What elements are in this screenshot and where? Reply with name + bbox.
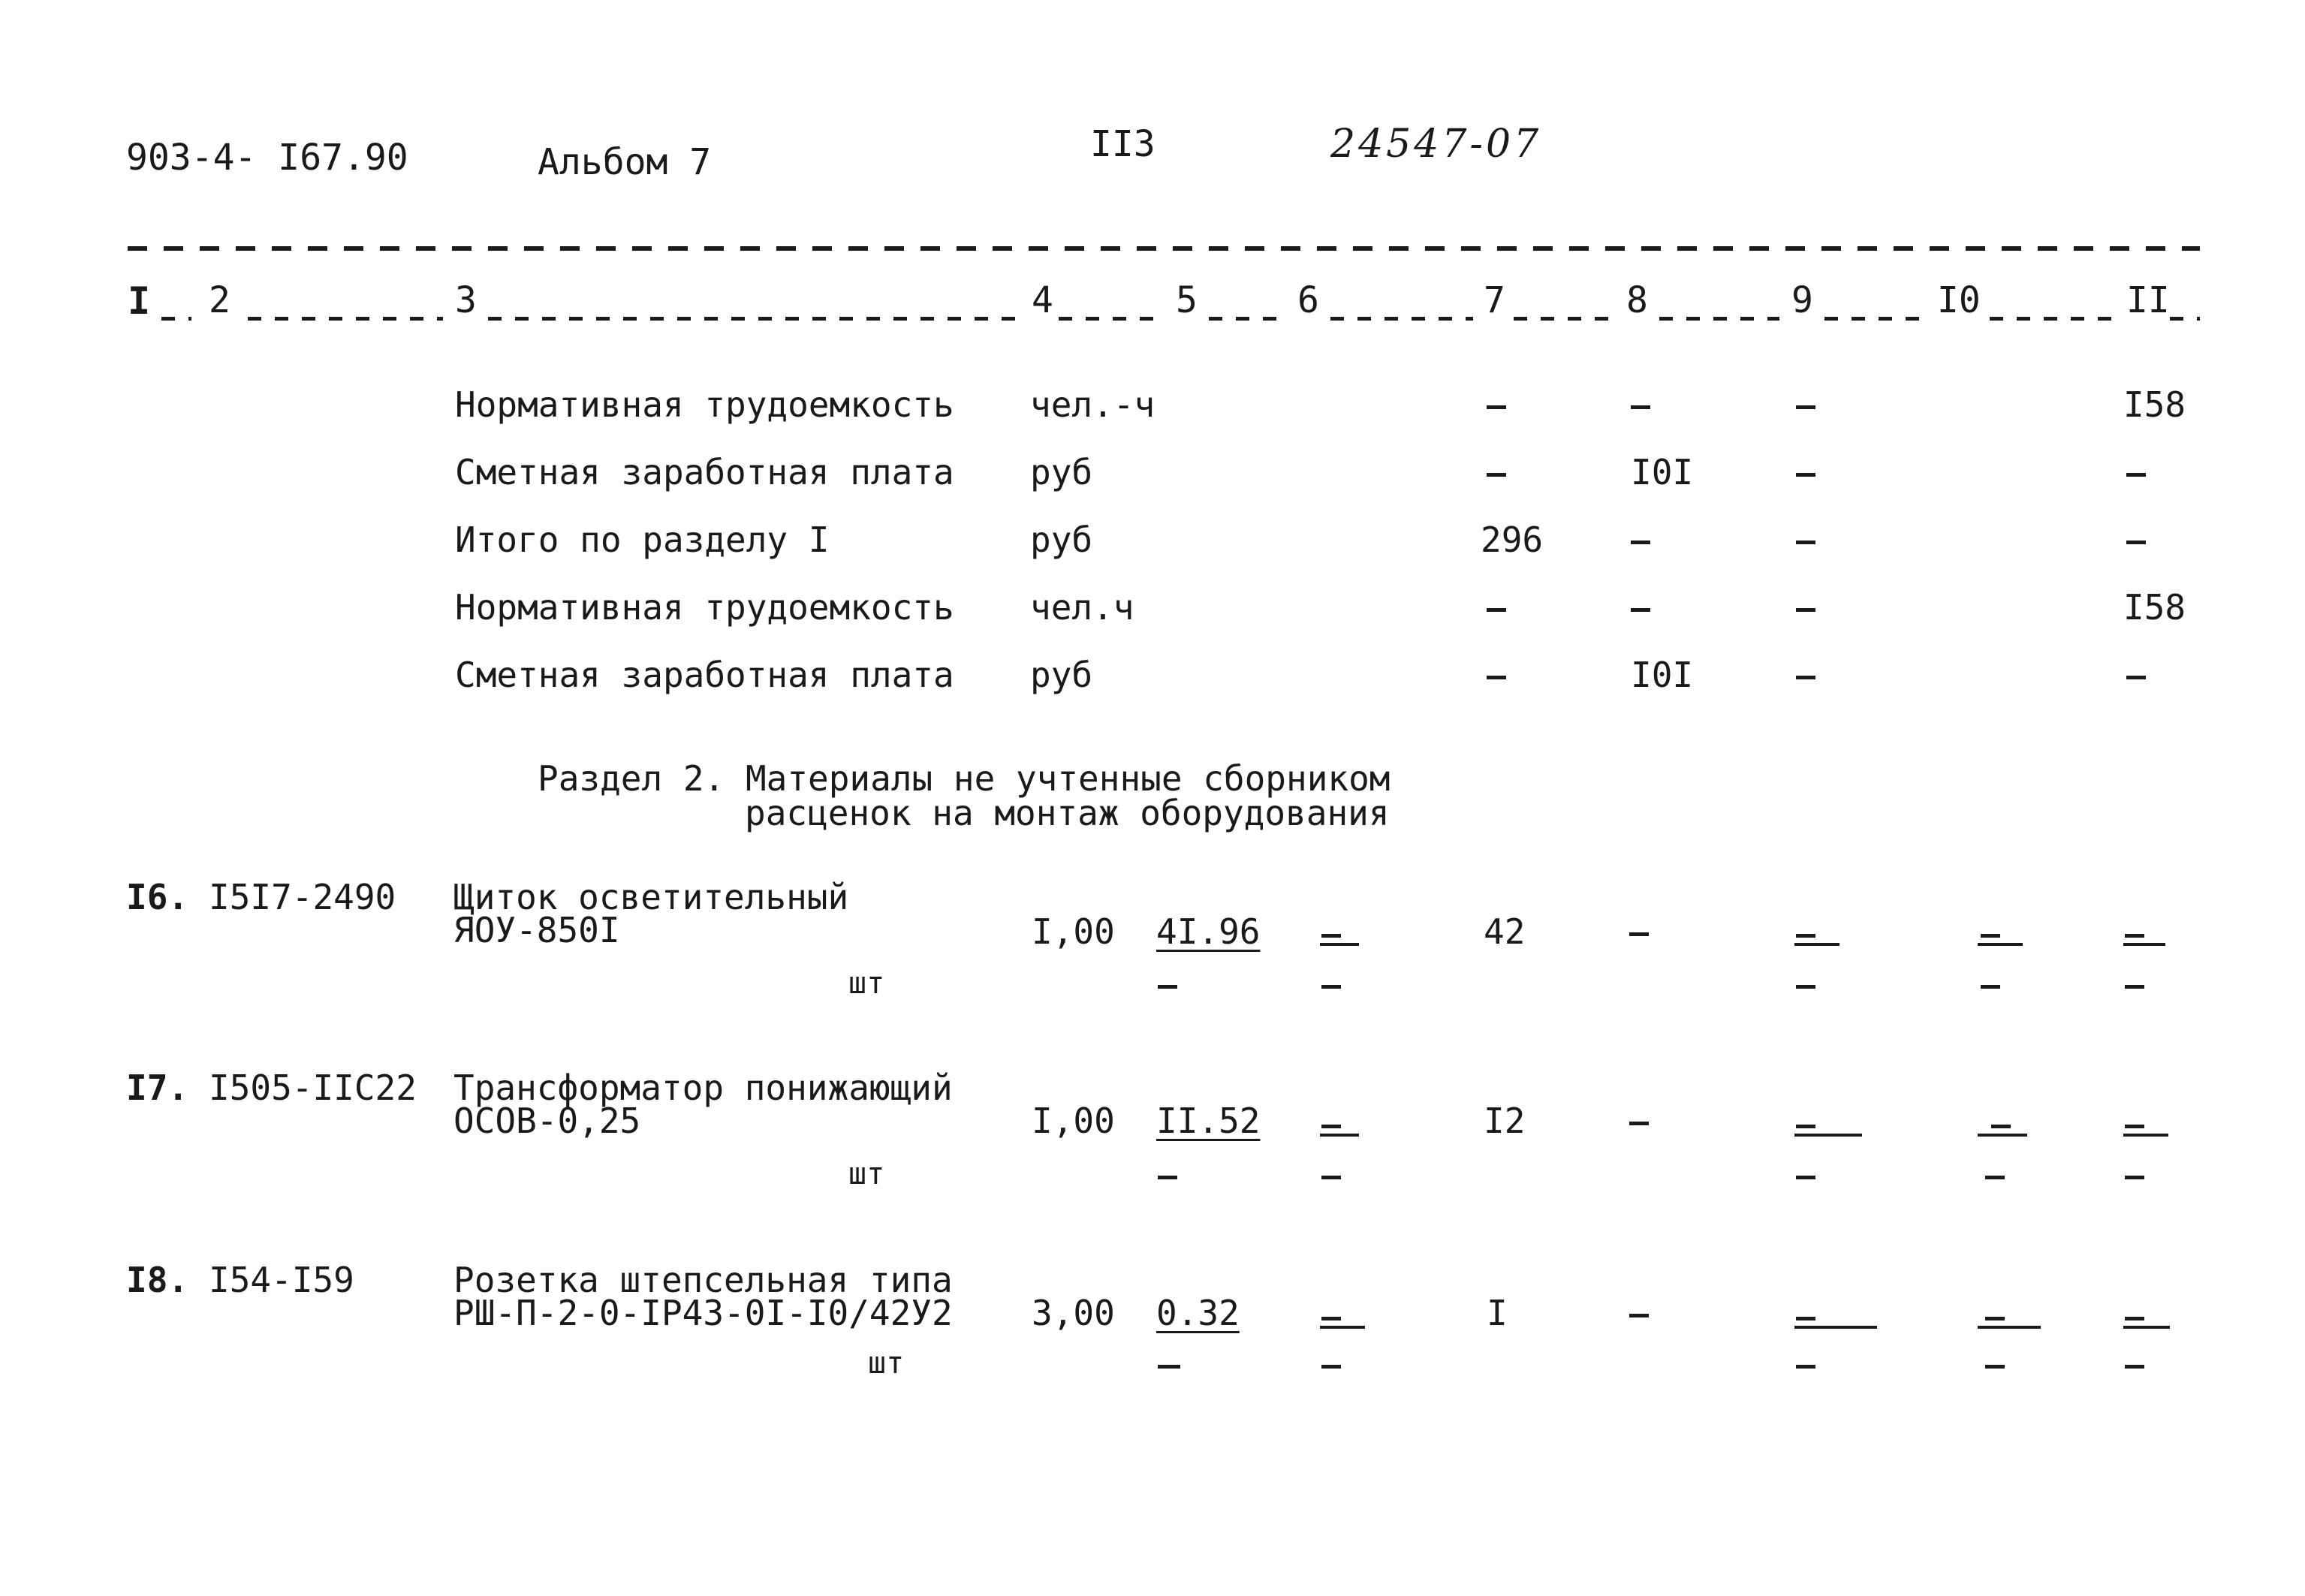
col10-dash	[1985, 1365, 2005, 1369]
col11-dash	[2125, 1317, 2144, 1320]
total-row-col8	[1631, 405, 1650, 409]
col6-fraction-line	[1320, 1134, 1359, 1137]
total-row-col7	[1487, 405, 1506, 409]
col-sep-11	[2170, 317, 2200, 321]
col-header-7: 7	[1484, 279, 1505, 321]
item-quantity: I,00	[1032, 911, 1115, 952]
col-sep-2	[248, 317, 443, 321]
section2-heading-line2: расценок на монтаж оборудования	[745, 793, 1390, 833]
item-col8-dash	[1629, 932, 1649, 936]
col-sep-6	[1330, 317, 1473, 321]
col6-dash	[1321, 1125, 1341, 1128]
item-code: I5I7-2490	[209, 877, 396, 917]
col10-dash	[1981, 985, 2000, 989]
col-sep-4	[1059, 317, 1164, 321]
col-header-11: II	[2126, 279, 2170, 321]
total-row-unit: руб	[1030, 519, 1093, 560]
page-number: II3	[1090, 123, 1156, 165]
col10-fraction-line	[1978, 1326, 2041, 1329]
total-row-col9	[1796, 676, 1815, 679]
col-header-5: 5	[1176, 279, 1198, 321]
col-sep-5	[1209, 317, 1284, 321]
col-header-8: 8	[1626, 279, 1648, 321]
col-header-2: 2	[209, 279, 230, 321]
col-header-1: I	[128, 279, 151, 323]
col10-dash	[1985, 1176, 2005, 1179]
total-row-col9	[1796, 473, 1815, 477]
total-row-col8	[1631, 541, 1650, 544]
total-row-col9	[1796, 541, 1815, 544]
col6-fraction-line	[1320, 1326, 1365, 1329]
col-header-10: I0	[1937, 279, 1981, 321]
col6-dash	[1321, 985, 1341, 989]
total-row-name: Сметная заработная плата	[455, 655, 954, 695]
col6-fraction-line	[1320, 943, 1359, 946]
total-row-col11	[2126, 541, 2146, 544]
col-sep-10	[1990, 317, 2117, 321]
col-sep-1	[161, 317, 191, 321]
col6-dash	[1321, 1365, 1341, 1369]
col6-dash	[1321, 1317, 1341, 1320]
total-row-name: Итого по разделу I	[455, 519, 830, 560]
item-unit: шт	[868, 1346, 905, 1381]
document-code: 903-4- I67.90	[126, 137, 408, 179]
col-sep-9	[1824, 317, 1922, 321]
col-sep-8	[1659, 317, 1779, 321]
item-unit-price: II.52	[1156, 1101, 1261, 1141]
item-total: I2	[1484, 1101, 1526, 1141]
col11-dash	[2125, 1365, 2144, 1369]
inventory-number: 24547-07	[1330, 122, 1542, 167]
col10-dash	[1985, 1317, 2005, 1320]
total-row-col8: I0I	[1631, 655, 1694, 695]
item-unit-price: 0.32	[1156, 1293, 1240, 1333]
item-name-line2: РШ-П-2-0-IP43-0I-I0/42У2	[453, 1293, 953, 1333]
item-name-line1: Трансформатор понижающий	[453, 1068, 953, 1108]
total-row-col11: I58	[2123, 587, 2186, 628]
total-row-col8	[1631, 608, 1650, 612]
col10-dash	[1991, 1125, 2011, 1128]
total-row-unit: чел.-ч	[1030, 384, 1156, 425]
col-header-9: 9	[1791, 279, 1813, 321]
col9-fraction-line	[1794, 1326, 1877, 1329]
col9-dash	[1796, 934, 1815, 938]
col10-fraction-line	[1978, 1134, 2027, 1137]
total-row-col7	[1487, 608, 1506, 612]
total-row-col8: I0I	[1631, 452, 1694, 492]
item-number: I7.	[126, 1068, 189, 1108]
total-row-col11: I58	[2123, 384, 2186, 425]
col6-dash	[1321, 1176, 1341, 1179]
col-header-6: 6	[1297, 279, 1319, 321]
item-name-line2: ОСОВ-0,25	[453, 1101, 641, 1141]
item-price-dash	[1158, 1176, 1177, 1179]
col11-dash	[2125, 934, 2144, 938]
col9-dash	[1796, 1317, 1815, 1320]
total-row-col7	[1487, 676, 1506, 679]
item-number: I8.	[126, 1260, 189, 1300]
total-row-col11	[2126, 676, 2146, 679]
item-number: I6.	[126, 877, 189, 917]
item-name-line1: Розетка штепсельная типа	[453, 1260, 953, 1300]
col11-fraction-line	[2123, 1134, 2168, 1137]
header-dash-line	[128, 246, 2200, 251]
total-row-unit: чел.ч	[1030, 587, 1134, 628]
item-unit-price: 4I.96	[1156, 911, 1261, 952]
total-row-col11	[2126, 473, 2146, 477]
total-row-col9	[1796, 608, 1815, 612]
col9-dash	[1796, 1365, 1815, 1369]
item-name-line1: Щиток осветительный	[453, 877, 849, 917]
col-header-4: 4	[1032, 279, 1053, 321]
col11-dash	[2125, 985, 2144, 989]
total-row-unit: руб	[1030, 452, 1093, 492]
section2-heading-line1: Раздел 2. Материалы не учтенные сборником	[538, 758, 1391, 799]
col9-fraction-line	[1794, 1134, 1862, 1137]
item-unit: шт	[848, 966, 885, 1001]
total-row-name: Нормативная трудоемкость	[455, 587, 954, 628]
item-quantity: 3,00	[1032, 1293, 1115, 1333]
item-col8-dash	[1629, 1314, 1649, 1317]
col9-dash	[1796, 985, 1815, 989]
col11-dash	[2125, 1125, 2144, 1128]
item-unit: шт	[848, 1157, 885, 1191]
item-col8-dash	[1629, 1122, 1649, 1125]
col9-dash	[1796, 1176, 1815, 1179]
col11-fraction-line	[2123, 943, 2165, 946]
col11-fraction-line	[2123, 1326, 2170, 1329]
item-total: 42	[1484, 911, 1526, 952]
item-total: I	[1487, 1293, 1508, 1333]
col10-fraction-line	[1978, 943, 2023, 946]
total-row-unit: руб	[1030, 655, 1093, 695]
total-row-col7	[1487, 473, 1506, 477]
total-row-col9	[1796, 405, 1815, 409]
item-code: I54-I59	[209, 1260, 354, 1300]
col9-dash	[1796, 1125, 1815, 1128]
total-row-name: Сметная заработная плата	[455, 452, 954, 492]
total-row-name: Нормативная трудоемкость	[455, 384, 954, 425]
album-label: Альбом 7	[538, 141, 712, 183]
col6-dash	[1321, 934, 1341, 938]
total-row-col7: 296	[1481, 519, 1544, 560]
col11-dash	[2125, 1176, 2144, 1179]
item-price-dash	[1158, 1365, 1180, 1369]
item-code: I505-IIC22	[209, 1068, 417, 1108]
item-name-line2: ЯОУ-850I	[453, 910, 620, 950]
col9-fraction-line	[1794, 943, 1839, 946]
col10-dash	[1981, 934, 2000, 938]
item-price-dash	[1158, 985, 1177, 989]
col-header-3: 3	[455, 279, 477, 321]
col-sep-7	[1514, 317, 1619, 321]
col-sep-3	[488, 317, 1021, 321]
item-quantity: I,00	[1032, 1101, 1115, 1141]
